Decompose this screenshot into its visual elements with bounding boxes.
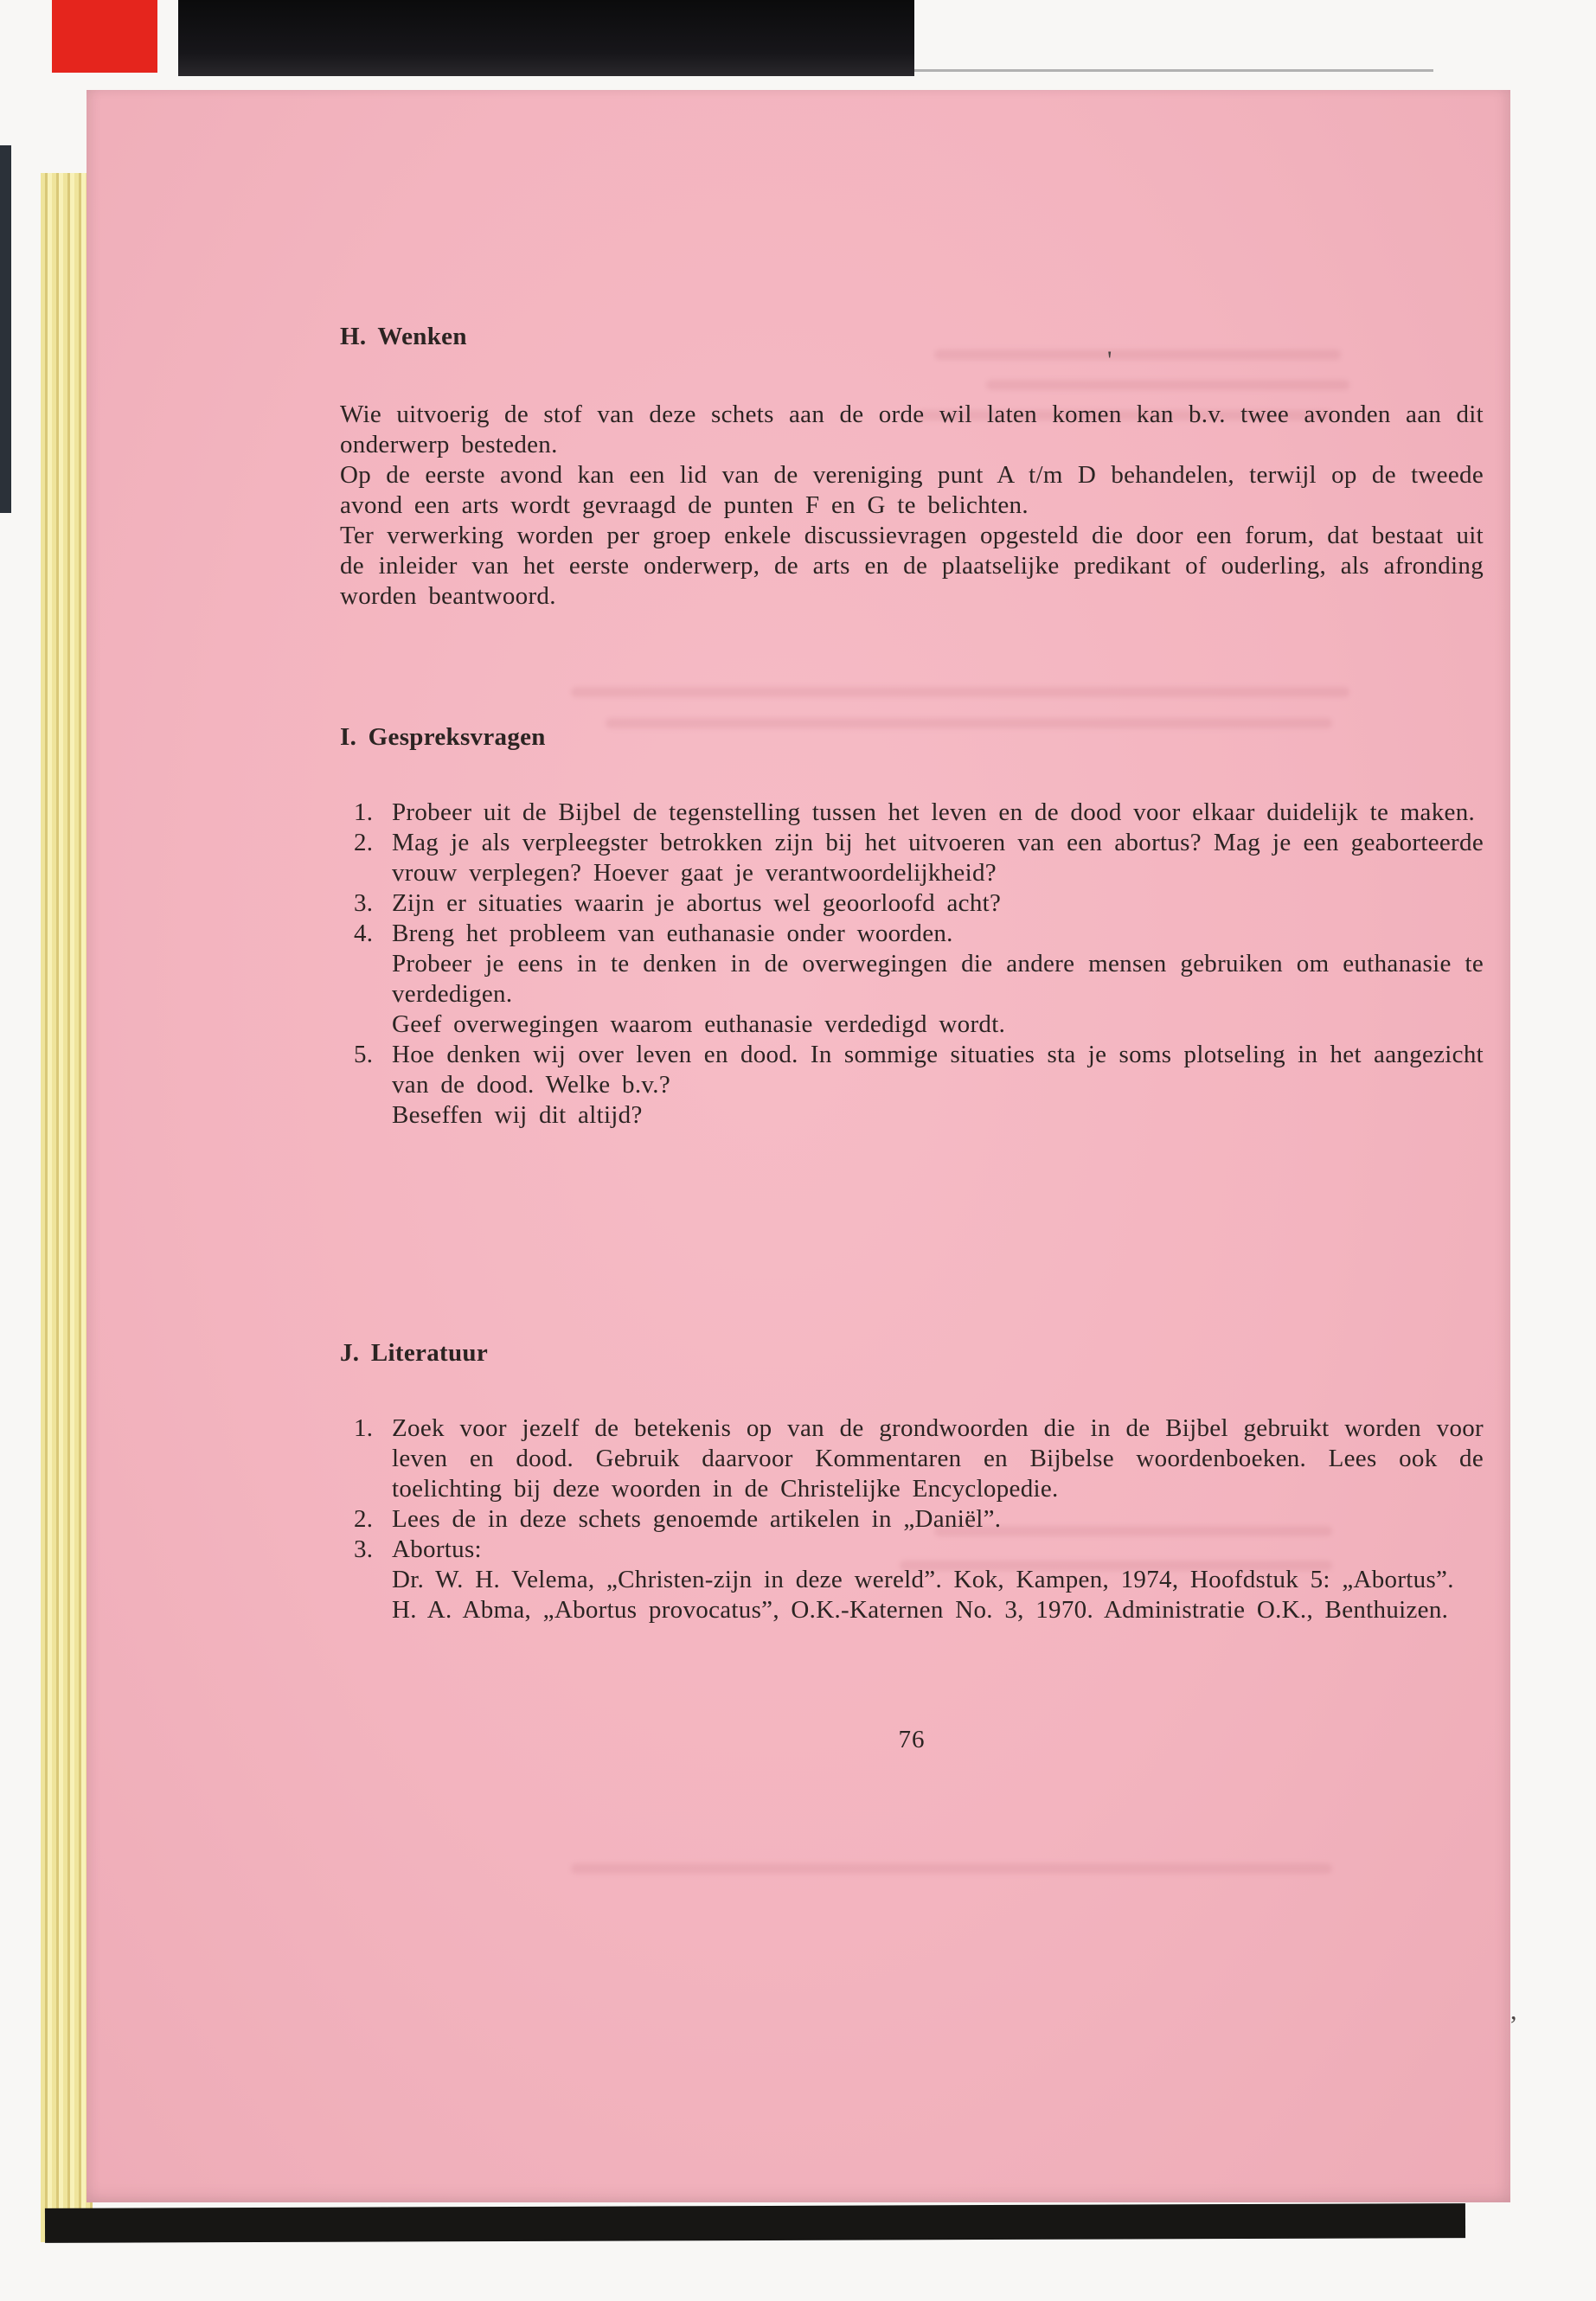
list-item-text: Mag je als verpleegster betrokken zijn bij het uitvoeren van een abortus? Mag je een geaborteerde vrouw verplegen? Hoever gaat je verantwoordelijkheid?	[392, 829, 1484, 887]
list-item	[340, 828, 1484, 888]
section-heading-literatuur: J. Literatuur	[340, 1339, 488, 1367]
list-item	[340, 798, 1484, 828]
list-item-text: Probeer uit de Bijbel de tegenstelling tussen het leven en de dood voor elkaar duidelijk te maken.	[392, 798, 1476, 826]
scan-bottom-band	[45, 2203, 1465, 2243]
paragraph: Op de eerste avond kan een lid van de vereniging punt A t/m D behandelen, terwijl op de tweede avond een arts wordt gevraagd de punten F en G te belichten.	[340, 461, 1484, 519]
list-item-text: Hoe denken wij over leven en dood. In sommige situaties sta je soms plotseling in het aangezicht van de dood. Welke b.v.?	[392, 1041, 1484, 1099]
list-item-text: Geef overwegingen waarom euthanasie verdedigd wordt.	[392, 1010, 1006, 1038]
section-heading-gespreksvragen: I. Gespreksvragen	[340, 723, 546, 751]
paragraph: Ter verwerking worden per groep enkele discussievragen opgesteld die door een forum, dat bestaat uit de inleider van het eerste onderwerp, de arts en de plaatselijke predikant of ouderling, als afronding worden beantwoord.	[340, 522, 1484, 610]
literatuur-list	[340, 1413, 1484, 1625]
list-item-number: 2.	[354, 829, 374, 856]
list-item-number: 3.	[354, 1535, 374, 1563]
cover-edge-line	[914, 69, 1433, 72]
book-cover-red-corner	[52, 0, 157, 73]
bleedthrough-artifact	[571, 1863, 1332, 1874]
list-item-text: Breng het probleem van euthanasie onder woorden.	[392, 920, 953, 947]
list-item	[340, 1504, 1484, 1535]
list-item-text: Zijn er situaties waarin je abortus wel geoorloofd acht?	[392, 889, 1002, 917]
list-item-text: Probeer je eens in te denken in de overwegingen die andere mensen gebruiken om euthanasie te verdedigen.	[392, 950, 1484, 1008]
list-item-text: Zoek voor jezelf de betekenis op van de grondwoorden die in de Bijbel gebruikt worden voor leven en dood. Gebruik daarvoor Kommentaren en Bijbelse woordenboeken. Lees ook de toelichting bij deze woorden in de Christelijke Encyclopedie.	[392, 1414, 1484, 1503]
paragraph: Wie uitvoerig de stof van deze schets aan de orde wil laten komen kan b.v. twee avonden aan dit onderwerp besteden.	[340, 401, 1484, 458]
list-item-text: Beseffen wij dit altijd?	[392, 1101, 643, 1129]
scan-speck: ,	[1510, 1997, 1517, 2025]
list-item-number: 4.	[354, 920, 374, 947]
list-item	[340, 888, 1484, 919]
list-item-number: 1.	[354, 798, 374, 826]
page-content	[340, 322, 1484, 1755]
list-item-number: 2.	[354, 1505, 374, 1533]
book-spine-band	[178, 0, 914, 76]
list-item-text: Dr. W. H. Velema, „Christen-zijn in deze wereld”. Kok, Kampen, 1974, Hoofdstuk 5: „Abortus”.	[392, 1566, 1454, 1593]
list-item	[340, 919, 1484, 1040]
page-edges-strip	[41, 173, 93, 2242]
list-item	[340, 1535, 1484, 1625]
scan-speck: '	[1107, 346, 1112, 375]
section-heading-wenken: H. Wenken	[340, 323, 467, 350]
gespreksvragen-list	[340, 798, 1484, 1131]
page-number: 76	[898, 1726, 926, 1753]
list-item-number: 1.	[354, 1414, 374, 1442]
scanner-edge-shadow	[0, 145, 11, 513]
list-item-text: Abortus:	[392, 1535, 482, 1563]
list-item	[340, 1040, 1484, 1131]
list-item-text: Lees de in deze schets genoemde artikelen in „Daniël”.	[392, 1505, 1002, 1533]
list-item	[340, 1413, 1484, 1504]
list-item-number: 5.	[354, 1041, 374, 1068]
list-item-number: 3.	[354, 889, 374, 917]
list-item-text: H. A. Abma, „Abortus provocatus”, O.K.-Katernen No. 3, 1970. Administratie O.K., Benthuizen.	[392, 1596, 1449, 1624]
